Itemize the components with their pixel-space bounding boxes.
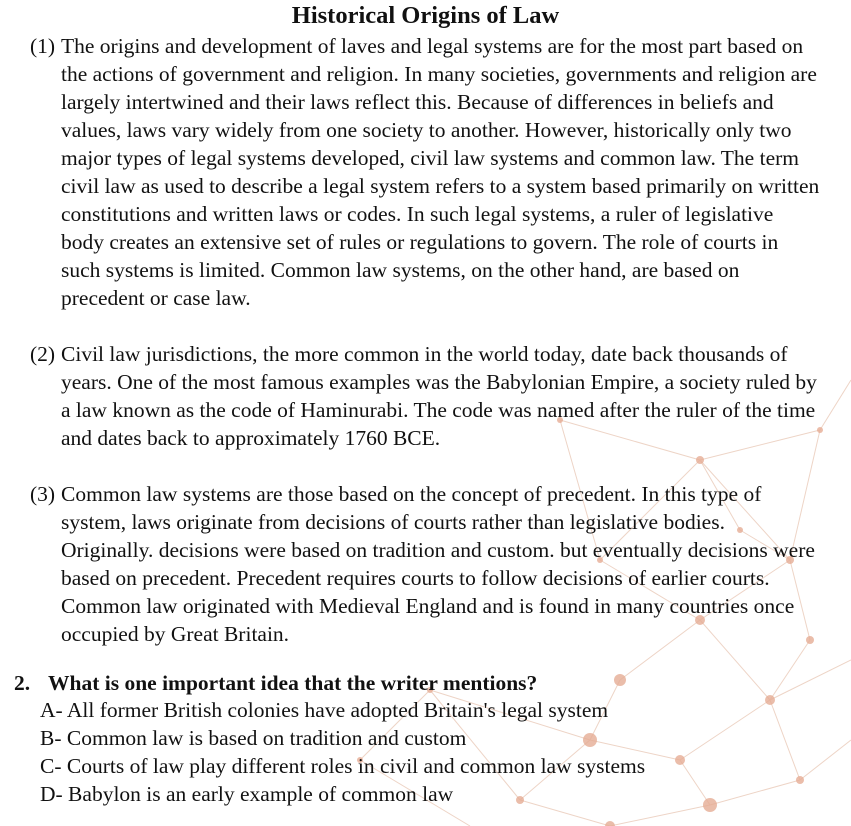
paragraph-text: Common law systems are those based on the concept of precedent. In this type of system, laws originate from decisions of courts rather than legislative bodies. Originally. decisions were based on tradition and custom. but eventually decisions were based on precedent. Precedent requires courts to follow decisions of earlier courts. Common law originated with Medieval England and is found in many countries once occupied by Great Britain. xyxy=(61,482,815,646)
page-title: Historical Origins of Law xyxy=(291,2,560,29)
paragraph-3 xyxy=(30,480,820,648)
paragraph-number: (2) xyxy=(30,342,56,366)
paragraph-text: Civil law jurisdictions, the more common in the world today, date back thousands of years. One of the most famous examples was the Babylonian Empire, a society ruled by a law known as the code of Haminurabi. The code was named after the ruler of the time and dates back to approximately 1760 BCE. xyxy=(61,342,817,450)
option-a[interactable]: A- All former British colonies have adopted Britain's legal system xyxy=(40,698,609,722)
paragraph-number: (1) xyxy=(30,34,56,58)
paragraph-1 xyxy=(30,32,820,312)
question xyxy=(14,669,834,697)
paragraph-text: The origins and development of laves and legal systems are for the most part based on the actions of government and religion. In many societies, governments and religion are largely intertwined and their laws reflect this. Because of differences in beliefs and values, laws vary widely from one society to another. However, historically only two major types of legal systems developed, civil law systems and common law. The term civil law as used to describe a legal system refers to a system based primarily on written constitutions and written laws or codes. In such legal systems, a ruler of legislative body creates an extensive set of rules or regulations to govern. The role of courts in such systems is limited. Common law systems, on the other hand, are based on precedent or case law. xyxy=(61,34,820,310)
question-number: 2. xyxy=(14,671,31,695)
option-b[interactable]: B- Common law is based on tradition and custom xyxy=(40,726,467,750)
option-d[interactable]: D- Babylon is an early example of common law xyxy=(40,782,454,806)
paragraph-2 xyxy=(30,340,820,452)
answer-options xyxy=(40,696,830,808)
paragraph-number: (3) xyxy=(30,482,56,506)
question-text: What is one important idea that the writer mentions? xyxy=(48,671,538,695)
option-c[interactable]: C- Courts of law play different roles in civil and common law systems xyxy=(40,754,646,778)
